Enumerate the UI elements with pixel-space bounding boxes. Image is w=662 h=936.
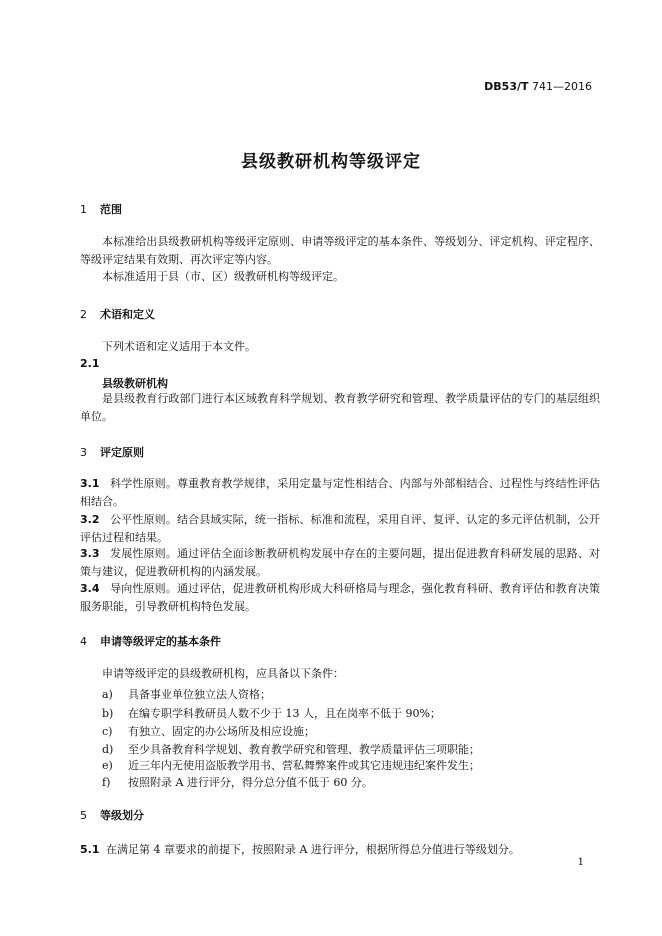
clause-3-1: 3.1 科学性原则。尊重教育教学规律，采用定量与定性相结合、内部与外部相结合、过程性与终结性评估相结合。 — [80, 477, 600, 508]
condition-b: b) 在编专职学科教研员人数不少于 13 人，且在岗率不低于 90%； — [102, 707, 441, 720]
section-5-heading: 5 等级划分 — [80, 809, 144, 822]
condition-c: c) 有独立、固定的办公场所及相应设施； — [102, 725, 315, 738]
condition-e: e) 近三年内无使用盗版教学用书、营私舞弊案件或其它违规违纪案件发生； — [102, 759, 480, 772]
clause-5-1: 5.1 在满足第 4 章要求的前提下，按照附录 A 进行评分，根据所得总分值进行等级划分。 — [80, 843, 520, 856]
term-definition: 是县级教育行政部门进行本区域教育科学规划、教育教学研究和管理、教学质量评估的专门的基层组织单位。 — [80, 392, 600, 423]
section-3-heading: 3 评定原则 — [80, 446, 144, 459]
section-4-heading: 4 申请等级评定的基本条件 — [80, 635, 221, 648]
section-4-intro: 申请等级评定的县级教研机构，应具备以下条件： — [102, 667, 344, 680]
clause-3-4: 3.4 导向性原则。通过评估，促进教研机构形成大科研格局与理念，强化教育科研、教育评估和教育决策服务职能，引导教研机构特色发展。 — [80, 582, 600, 613]
clause-3-2: 3.2 公平性原则。结合县域实际，统一指标、标准和流程，采用自评、复评、认定的多元评估机制，公开评估过程和结果。 — [80, 513, 600, 544]
clause-2-1-number: 2.1 — [80, 357, 100, 370]
section-2-paragraph-1: 下列术语和定义适用于本文件。 — [102, 340, 256, 353]
standard-code: DB53/T 741—2016 — [484, 80, 592, 93]
section-2-heading: 2 术语和定义 — [80, 308, 155, 321]
section-1-paragraph-1: 本标准给出县级教研机构等级评定原则、申请等级评定的基本条件、等级划分、评定机构、评定程序、等级评定结果有效期、再次评定等内容。 — [80, 235, 600, 266]
condition-a: a) 具备事业单位独立法人资格； — [102, 688, 271, 701]
page-title: 县级教研机构等级评定 — [241, 152, 421, 172]
condition-f: f) 按照附录 A 进行评分，得分总分值不低于 60 分。 — [102, 776, 373, 789]
section-1-heading: 1 范围 — [80, 203, 122, 216]
section-1-paragraph-2: 本标准适用于县（市、区）级教研机构等级评定。 — [102, 270, 344, 283]
clause-3-3: 3.3 发展性原则。通过评估全面诊断教研机构发展中存在的主要问题，提出促进教育科研发展的思路、对策与建议，促进教研机构的内涵发展。 — [80, 547, 600, 578]
condition-d: d) 至少具备教育科学规划、教育教学研究和管理、教学质量评估三项职能； — [102, 743, 480, 756]
term-heading: 县级教研机构 — [102, 377, 168, 390]
page-number: 1 — [577, 857, 584, 868]
